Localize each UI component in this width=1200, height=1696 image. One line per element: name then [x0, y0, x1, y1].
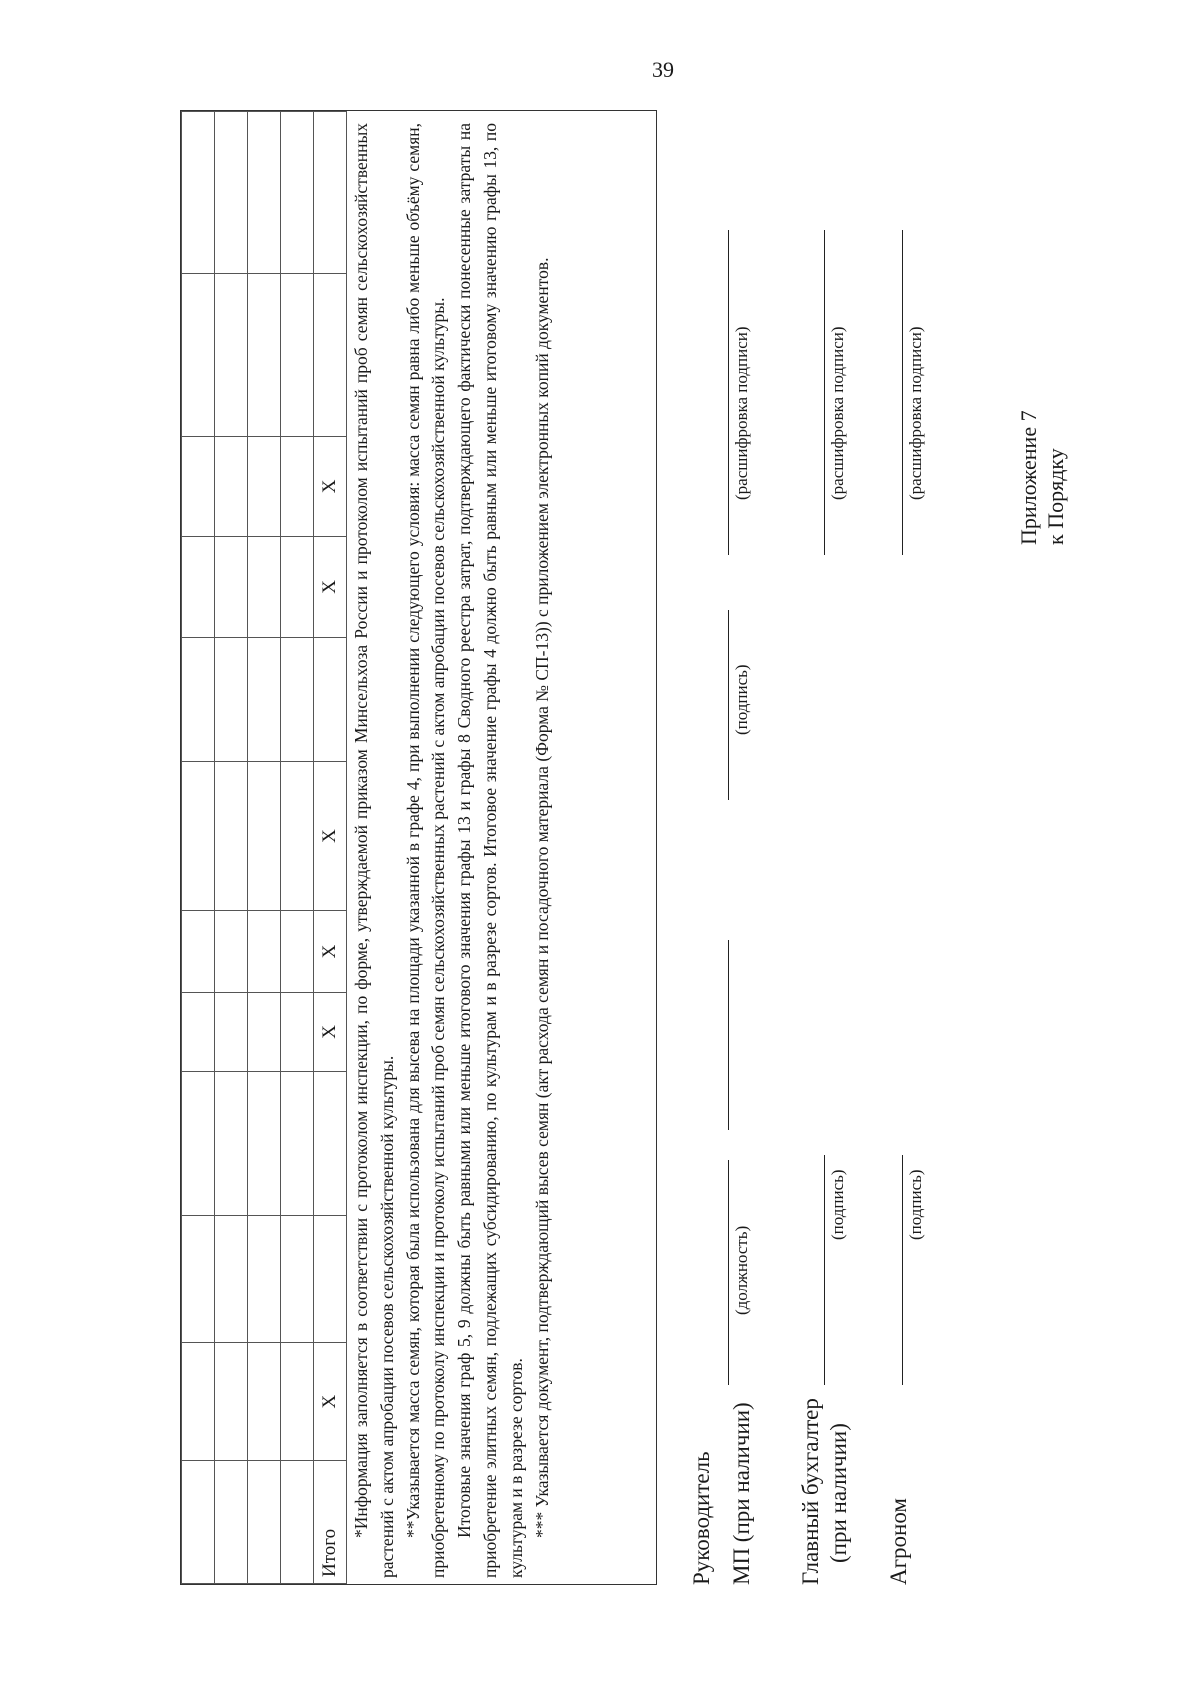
table-cell: [215, 537, 248, 637]
table-cell: [281, 1216, 314, 1343]
table-cell: [215, 1071, 248, 1216]
table-cell: [314, 1216, 347, 1343]
head-signature-line-2: [728, 610, 729, 800]
table-cell: [182, 993, 215, 1071]
accountant-label-2: (при наличии): [826, 1423, 851, 1563]
table-cell: [215, 112, 248, 274]
table-cell: [281, 993, 314, 1071]
table-cell: [248, 993, 281, 1071]
agronomist-decoding-line: [902, 230, 903, 555]
agronomist-signature-caption: (подпись): [906, 1169, 925, 1240]
position-line: [728, 1160, 729, 1385]
total-row: [314, 112, 347, 1584]
position-caption: (должность): [732, 1225, 751, 1315]
agronomist-decoding-caption: (расшифровка подписи): [906, 326, 925, 500]
table-cell: X: [314, 537, 347, 637]
table-cell: X: [314, 993, 347, 1071]
table-cell: [248, 112, 281, 274]
table-cell: [215, 762, 248, 911]
agronomist-signature-line: [902, 1155, 903, 1385]
table-cell: [182, 1216, 215, 1343]
table-cell: [281, 637, 314, 762]
table-cell: [281, 910, 314, 992]
footnote-4: *** Указывается документ, подтверждающий высев семян (акт расхода семян и посадочного материала (Форма № СП-13)) с приложением электронных копий документов.: [531, 257, 552, 1538]
head-label: Руководитель: [689, 1451, 714, 1585]
table-cell: [182, 436, 215, 536]
table-cell: [182, 1461, 215, 1584]
table-cell: [248, 537, 281, 637]
table-row: [182, 112, 215, 1584]
accountant-label: Главный бухгалтер: [798, 1398, 823, 1585]
table-row: [281, 112, 314, 1584]
table-cell: [281, 762, 314, 911]
table-cell: [182, 112, 215, 274]
table-cell: [182, 910, 215, 992]
table-cell: [281, 537, 314, 637]
table-cell: [215, 993, 248, 1071]
table-cell: [314, 273, 347, 436]
table-cell: [281, 436, 314, 536]
table-cell: Итого: [314, 1461, 347, 1584]
table-cell: [281, 273, 314, 436]
table-cell: X: [314, 762, 347, 911]
appendix-line-1: Приложение 7: [1016, 410, 1041, 545]
table-cell: [314, 1071, 347, 1216]
accountant-signature-caption: (подпись): [828, 1169, 847, 1240]
table-cell: [182, 1071, 215, 1216]
table-cell: [248, 1216, 281, 1343]
table-cell: [248, 1342, 281, 1461]
accountant-decoding-line: [824, 230, 825, 555]
table-row: [248, 112, 281, 1584]
rotated-form: [180, 105, 1110, 1585]
table-cell: [281, 1342, 314, 1461]
footnote-2: **Указывается масса семян, которая была использована для высева на площади указанной в графе 4, при выполнении следующего условия: масса семян равна либо меньше объёму семян, приобретенному по протоколу инспекции и протоколу испытаний проб семян сельскохозяйственных растений с актом апробации посевов сельскохозяйственной культуры.: [402, 123, 449, 1578]
appendix-note: [1015, 410, 1069, 545]
table-frame: [180, 110, 657, 1585]
table-body: [182, 112, 347, 1584]
table-cell: [215, 1461, 248, 1584]
table-cell: X: [314, 1342, 347, 1461]
table-cell: [215, 436, 248, 536]
table-cell: [182, 273, 215, 436]
data-table: [181, 111, 347, 1584]
head-signature-caption: (подпись): [732, 664, 751, 735]
table-cell: [215, 1216, 248, 1343]
footnote-3: Итоговые значения граф 5, 9 должны быть равными или меньше итогового значения графы 13 и графы 8 Сводного реестра затрат, подтверждающего фактически понесенные затраты на приобретение элитных семян, подлежащих субсидированию, по культурам и в разрезе сортов. Итоговое значение графы 4 должно быть равным или меньше итоговому значению графы 13, по культурам и в разрезе сортов.: [454, 123, 526, 1578]
head-decoding-caption: (расшифровка подписи): [732, 326, 751, 500]
head-signature-line: [728, 940, 729, 1130]
footnotes: [349, 123, 555, 1578]
table-cell: [182, 537, 215, 637]
accountant-decoding-caption: (расшифровка подписи): [828, 326, 847, 500]
table-cell: [248, 1071, 281, 1216]
table-cell: [248, 637, 281, 762]
table-row: [215, 112, 248, 1584]
table-cell: [215, 273, 248, 436]
table-cell: [182, 762, 215, 911]
table-cell: [215, 1342, 248, 1461]
accountant-signature-line: [824, 1155, 825, 1385]
table-cell: [182, 637, 215, 762]
table-cell: [281, 112, 314, 274]
table-cell: [215, 910, 248, 992]
table-cell: [281, 1071, 314, 1216]
appendix-line-2: к Порядку: [1043, 448, 1068, 545]
stamp-label: МП (при наличии): [729, 1402, 754, 1585]
table-cell: [248, 273, 281, 436]
table-cell: [182, 1342, 215, 1461]
table-cell: [281, 1461, 314, 1584]
table-cell: [314, 637, 347, 762]
table-cell: [248, 436, 281, 536]
table-cell: [248, 910, 281, 992]
table-cell: [248, 762, 281, 911]
table-cell: [314, 112, 347, 274]
agronomist-label: Агроном: [886, 1498, 911, 1585]
footnote-1: *Информация заполняется в соответствии с протоколом инспекции, по форме, утверждаемой приказом Минсельхоза России и протоколом испытаний проб семян сельскохозяйственных растений с актом апробации посевов сельскохозяйственной культуры.: [351, 123, 397, 1578]
table-cell: X: [314, 910, 347, 992]
table-cell: [215, 637, 248, 762]
table-cell: [248, 1461, 281, 1584]
head-decoding-line: [728, 230, 729, 555]
page-number: 39: [652, 57, 674, 82]
table-cell: X: [314, 436, 347, 536]
